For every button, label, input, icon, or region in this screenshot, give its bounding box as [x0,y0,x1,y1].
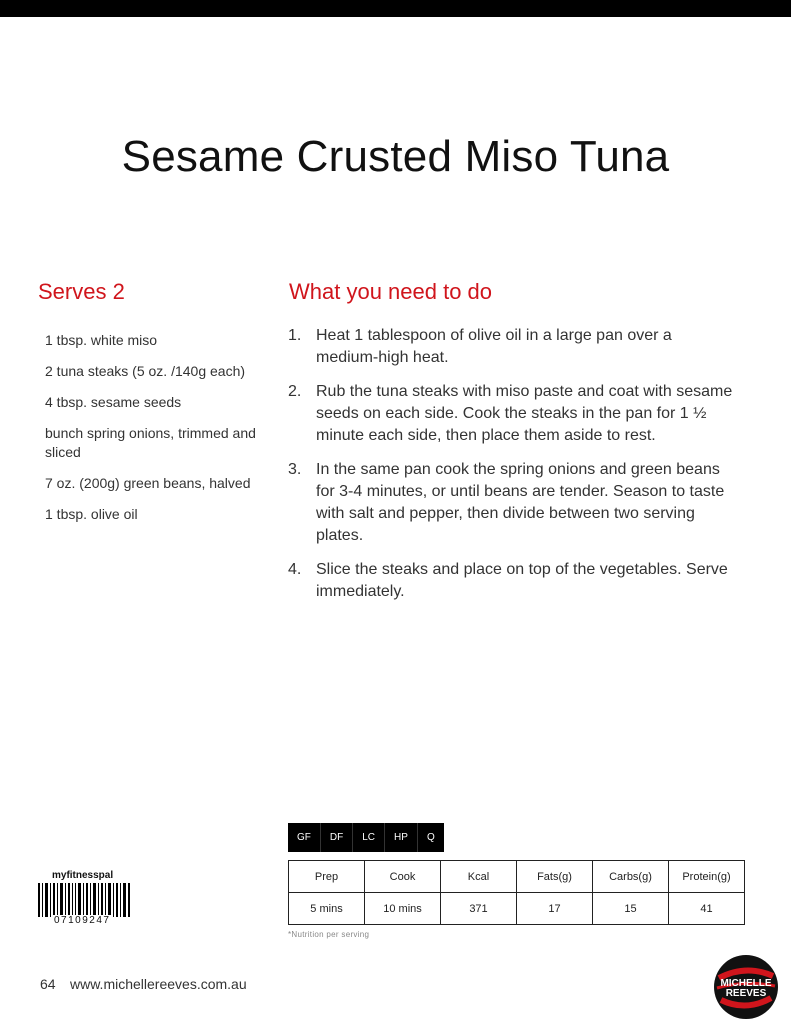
nutrition-footnote: *Nutrition per serving [288,930,370,939]
step-text: Slice the steaks and place on top of the vegetables. Serve immediately. [316,561,728,600]
diet-tags [288,823,444,852]
nutrition-value: 17 [517,893,593,925]
method-step [288,325,738,369]
nutrition-value: 10 mins [365,893,441,925]
nutrition-header-row [289,861,745,893]
page-number: 64 [40,976,56,992]
method-step [288,559,738,603]
logo-text-line1: MICHELLE [720,978,772,989]
step-number: 2. [288,383,302,400]
method-step [288,459,738,547]
ingredient-item: 1 tbsp. white miso [45,332,158,348]
serves-heading: Serves 2 [38,279,125,304]
barcode-icon [38,883,132,917]
step-text: In the same pan cook the spring onions and green beans for 3-4 minutes, or until beans are tender. Season to taste with salt and pepper, then divide between two serving plates. [316,461,725,544]
nutrition-header: Fats(g) [517,861,593,893]
ingredient-item: bunch spring onions, trimmed and sliced [45,425,256,460]
nutrition-header: Kcal [441,861,517,893]
barcode-number: 07109247 [54,915,111,926]
ingredient-item: 4 tbsp. sesame seeds [45,394,182,410]
method-heading: What you need to do [289,279,493,304]
website-link[interactable]: www.michellereeves.com.au [70,976,247,992]
step-number: 4. [288,561,302,578]
nutrition-header: Cook [365,861,441,893]
nutrition-table [288,860,745,925]
nutrition-value-row [289,893,745,925]
ingredient-item: 7 oz. (200g) green beans, halved [45,475,251,491]
tag-low-carb: LC [353,823,385,852]
nutrition-header: Carbs(g) [593,861,669,893]
recipe-title: Sesame Crusted Miso Tuna [121,132,670,181]
nutrition-value: 5 mins [289,893,365,925]
logo-text-line2: REEVES [725,988,767,999]
tag-high-protein: HP [385,823,418,852]
method-steps [288,325,738,615]
step-text: Heat 1 tablespoon of olive oil in a large pan over a medium-high heat. [316,327,672,366]
tag-quick: Q [426,832,435,843]
tag-dairy-free: DF [321,823,353,852]
myfitnesspal-label: myfitnesspal [52,870,114,881]
nutrition-header: Prep [289,861,365,893]
step-text: Rub the tuna steaks with miso paste and coat with sesame seeds on each side. Cook the steaks in the pan for 1 ½ minute each side, then place them aside to rest. [316,383,733,444]
nutrition-value: 41 [669,893,745,925]
ingredients-list [45,331,260,536]
nutrition-value: 15 [593,893,669,925]
step-number: 1. [288,327,302,344]
nutrition-value: 371 [441,893,517,925]
ingredient-item: 2 tuna steaks (5 oz. /140g each) [45,363,246,379]
ingredient-item: 1 tbsp. olive oil [45,506,138,522]
top-bar [0,0,791,17]
michelle-reeves-logo [713,954,779,1020]
step-number: 3. [288,461,302,478]
method-step [288,381,738,447]
tag-gluten-free: GF [288,823,321,852]
nutrition-header: Protein(g) [669,861,745,893]
